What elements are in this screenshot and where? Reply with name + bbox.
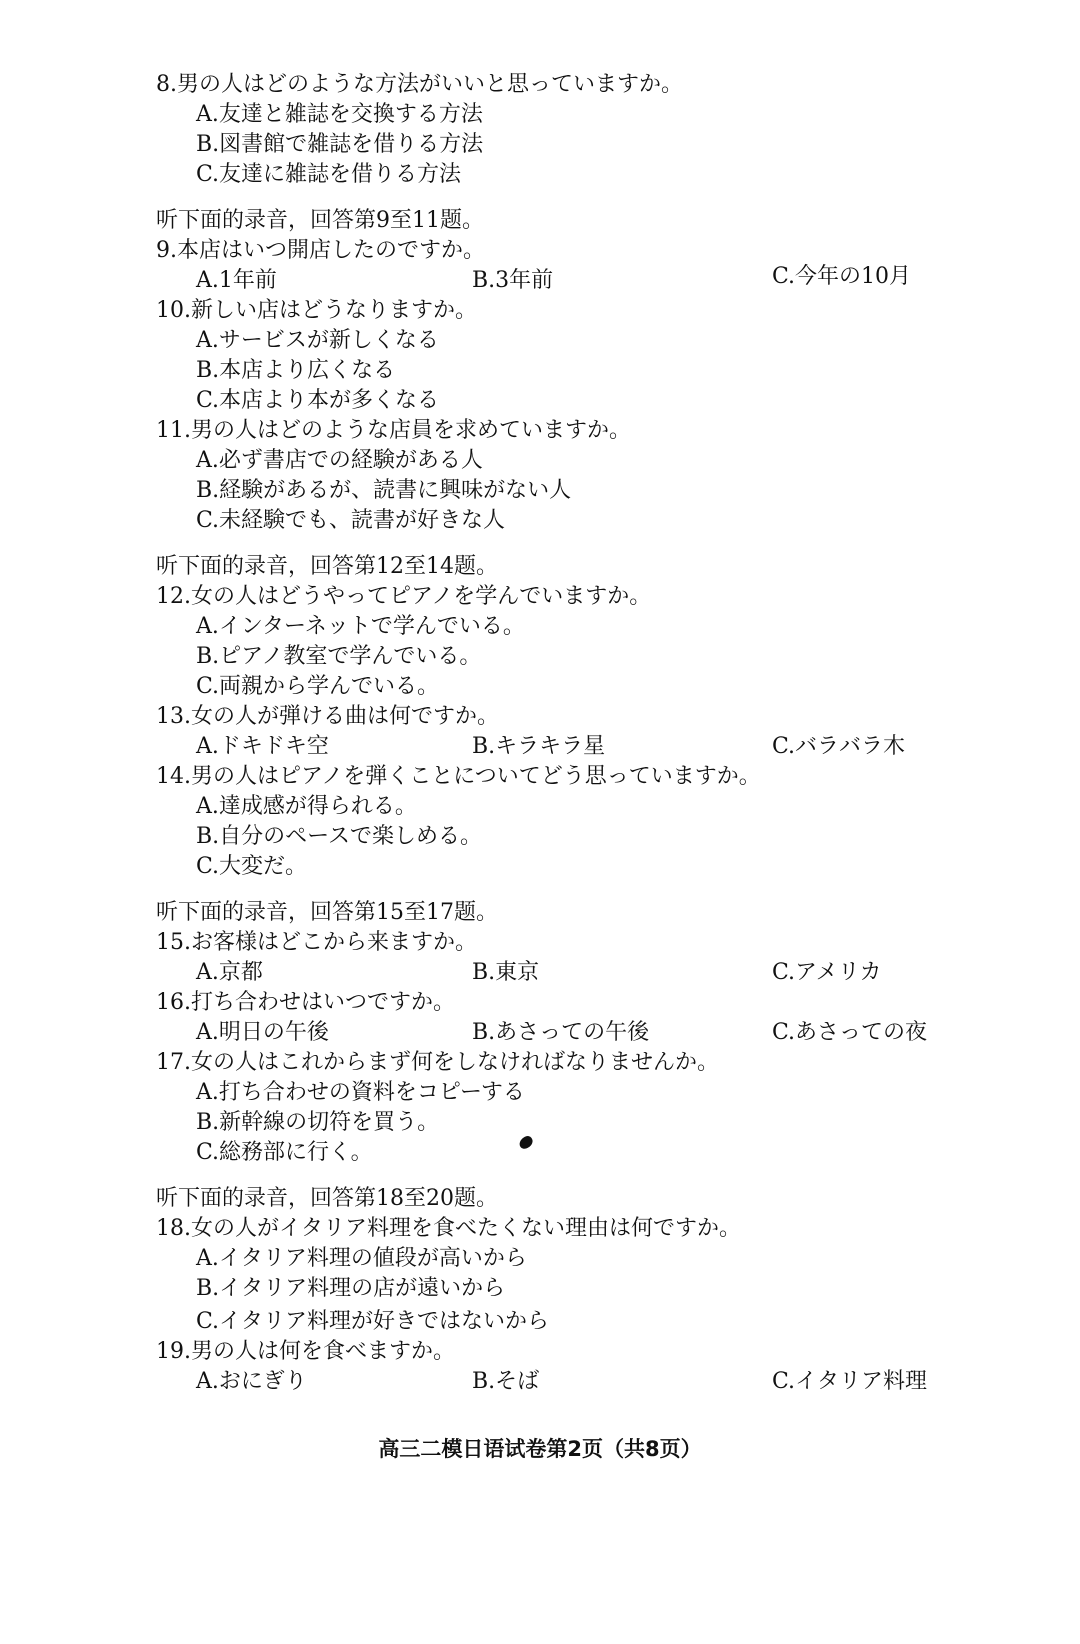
question-18: 18.女の人がイタリア料理を食べたくない理由は何ですか。 bbox=[156, 1216, 741, 1241]
option-19c: C.イタリア料理 bbox=[772, 1369, 928, 1394]
section-heading-9-11: 听下面的录音，回答第9至11题。 bbox=[156, 208, 484, 233]
option-8c: C.友達に雑誌を借りる方法 bbox=[196, 162, 462, 187]
option-13c: C.バラバラ木 bbox=[772, 734, 906, 759]
option-14a: A.達成感が得られる。 bbox=[196, 794, 417, 819]
option-18a: A.イタリア料理の値段が高いから bbox=[196, 1246, 527, 1271]
option-13b: B.キラキラ星 bbox=[472, 734, 606, 759]
option-9b: B.3年前 bbox=[472, 268, 554, 293]
question-17: 17.女の人はこれからまず何をしなければなりませんか。 bbox=[156, 1050, 719, 1075]
question-13: 13.女の人が弾ける曲は何ですか。 bbox=[156, 704, 499, 729]
option-11a: A.必ず書店での経験がある人 bbox=[196, 448, 483, 473]
option-14b: B.自分のペースで楽しめる。 bbox=[196, 824, 483, 849]
option-18b: B.イタリア料理の店が遠いから bbox=[196, 1276, 506, 1301]
option-12b: B.ピアノ教室で学んでいる。 bbox=[196, 644, 482, 669]
page-footer: 高三二模日语试卷第2页（共8页） bbox=[378, 1437, 702, 1461]
option-15c: C.アメリカ bbox=[772, 960, 882, 985]
option-15b: B.東京 bbox=[472, 960, 540, 985]
option-16a: A.明日の午後 bbox=[196, 1020, 329, 1045]
option-13a: A.ドキドキ空 bbox=[196, 734, 329, 759]
section-heading-18-20: 听下面的录音，回答第18至20题。 bbox=[156, 1186, 498, 1211]
option-9a: A.1年前 bbox=[196, 268, 277, 293]
question-14: 14.男の人はピアノを弾くことについてどう思っていますか。 bbox=[156, 764, 761, 789]
option-9c: C.今年の10月 bbox=[772, 264, 912, 289]
option-10c: C.本店より本が多くなる bbox=[196, 388, 440, 413]
ink-mark bbox=[517, 1134, 535, 1151]
option-19b: B.そば bbox=[472, 1369, 540, 1394]
option-10a: A.サービスが新しくなる bbox=[196, 328, 439, 353]
option-19a: A.おにぎり bbox=[196, 1369, 307, 1394]
option-11c: C.未経験でも、読書が好きな人 bbox=[196, 508, 506, 533]
section-heading-15-17: 听下面的录音，回答第15至17题。 bbox=[156, 900, 498, 925]
section-heading-12-14: 听下面的录音，回答第12至14题。 bbox=[156, 554, 498, 579]
option-17c: C.総務部に行く。 bbox=[196, 1140, 373, 1165]
option-17b: B.新幹線の切符を買う。 bbox=[196, 1110, 440, 1135]
question-12: 12.女の人はどうやってピアノを学んでいますか。 bbox=[156, 584, 652, 609]
option-8b: B.図書館で雑誌を借りる方法 bbox=[196, 132, 484, 157]
option-11b: B.経験があるが、読書に興味がない人 bbox=[196, 478, 572, 503]
option-12a: A.インターネットで学んでいる。 bbox=[196, 614, 525, 639]
option-18c: C.イタリア料理が好きではないから bbox=[196, 1309, 550, 1334]
question-10: 10.新しい店はどうなりますか。 bbox=[156, 298, 477, 323]
question-19: 19.男の人は何を食べますか。 bbox=[156, 1339, 455, 1364]
question-11: 11.男の人はどのような店員を求めていますか。 bbox=[156, 418, 631, 443]
option-17a: A.打ち合わせの資料をコピーする bbox=[196, 1080, 525, 1105]
question-16: 16.打ち合わせはいつですか。 bbox=[156, 990, 455, 1015]
option-8a: A.友達と雑誌を交換する方法 bbox=[196, 102, 483, 127]
option-10b: B.本店より広くなる bbox=[196, 358, 396, 383]
question-8: 8.男の人はどのような方法がいいと思っていますか。 bbox=[156, 72, 683, 97]
question-9: 9.本店はいつ開店したのですか。 bbox=[156, 238, 485, 263]
question-15: 15.お客様はどこから来ますか。 bbox=[156, 930, 477, 955]
option-12c: C.両親から学んでいる。 bbox=[196, 674, 440, 699]
option-16b: B.あさっての午後 bbox=[472, 1020, 650, 1045]
option-16c: C.あさっての夜 bbox=[772, 1020, 928, 1045]
option-15a: A.京都 bbox=[196, 960, 263, 985]
option-14c: C.大変だ。 bbox=[196, 854, 308, 879]
